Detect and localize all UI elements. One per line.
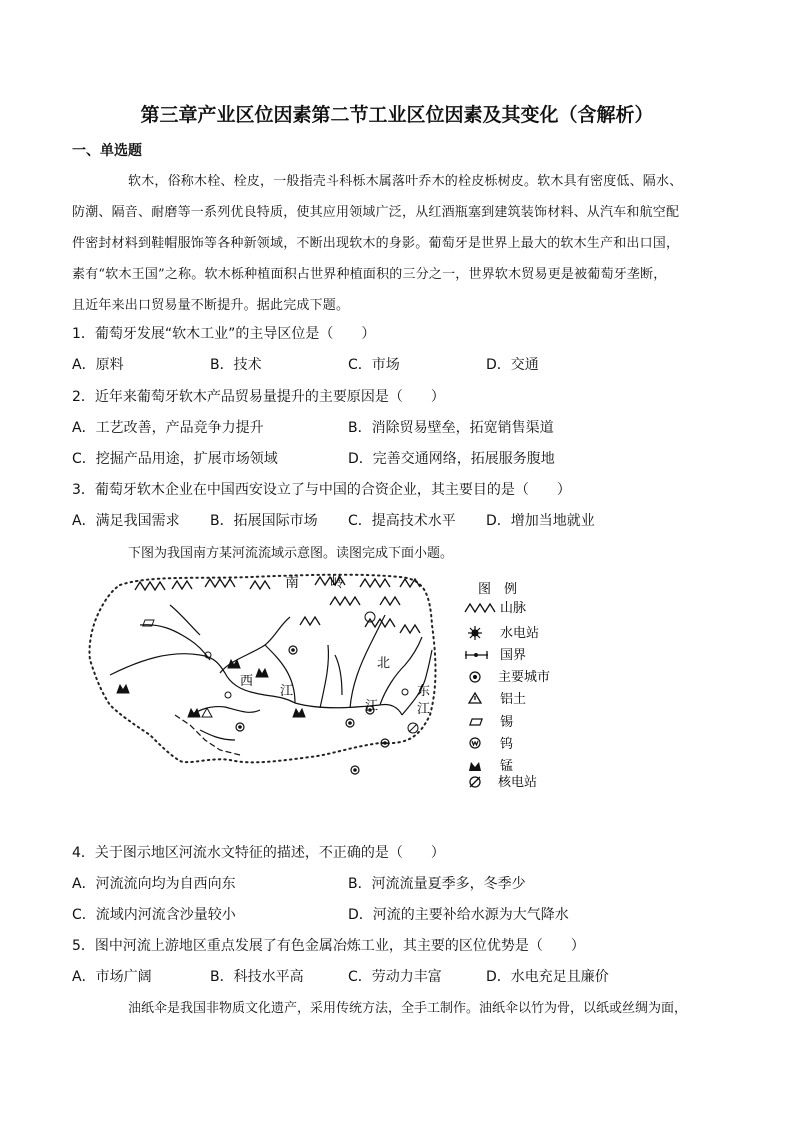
map-label: 西	[240, 674, 254, 689]
tungsten-icon	[470, 738, 480, 748]
mountain-range	[135, 577, 420, 633]
legend-title: 图 例	[478, 582, 518, 597]
river-basin-map	[80, 565, 570, 790]
svg-text:钨: 钨	[500, 737, 514, 752]
q4-option-a[interactable]: A．河流流向均为自西向东	[72, 876, 236, 892]
nuclear-icon	[470, 777, 480, 787]
svg-text:锡: 锡	[500, 715, 514, 730]
map-legend	[465, 582, 550, 790]
svg-text:山脉: 山脉	[500, 601, 527, 616]
svg-text:核电站: 核电站	[498, 775, 538, 790]
map-intro: 下图为我国南方某河流流域示意图。读图完成下面小题。	[128, 546, 454, 561]
page-title: 第三章产业区位因素第二节工业区位因素及其变化（含解析）	[140, 104, 654, 126]
manganese-icon	[469, 762, 481, 771]
city-icon	[470, 672, 480, 682]
q1-option-b[interactable]: B．技术	[210, 357, 262, 373]
q4-option-d[interactable]: D．河流的主要补给水源为大气降水	[348, 907, 569, 923]
q5-option-b[interactable]: B．科技水平高	[210, 969, 304, 985]
passage-line: 软木，俗称木栓、栓皮，一般指壳斗科栎木属落叶乔木的栓皮栎树皮。软木具有密度低、隔水、	[128, 174, 683, 189]
hydropower-icon	[468, 626, 482, 640]
passage-line: 且近年来出口贸易量不断提升。据此完成下题。	[72, 298, 350, 313]
map-label: 江	[280, 684, 294, 699]
q2-option-b[interactable]: B．消除贸易壁垒，拓宽销售渠道	[348, 420, 554, 436]
tin-icon	[470, 719, 482, 725]
question-5: 5．图中河流上游地区重点发展了有色金属冶炼工业，其主要的区位优势是（ ）	[72, 938, 585, 954]
question-2: 2．近年来葡萄牙软木产品贸易量提升的主要原因是（ ）	[72, 389, 445, 405]
q4-option-b[interactable]: B．河流流量夏季多，冬季少	[348, 876, 526, 892]
svg-text:铝土: 铝土	[500, 692, 527, 707]
q1-option-c[interactable]: C．市场	[348, 357, 400, 373]
resource-symbols	[80, 612, 418, 733]
border-icon	[465, 651, 488, 659]
question-3: 3．葡萄牙软木企业在中国西安设立了与中国的合资企业，其主要目的是（ ）	[72, 482, 571, 498]
q2-option-d[interactable]: D．完善交通网络，拓展服务腹地	[348, 451, 555, 467]
map-label: 江	[417, 702, 431, 717]
passage-line: 素有“软木王国”之称。软木栎种植面积占世界种植面积的三分之一，世界软木贸易更是被葡萄牙垄断，	[72, 267, 667, 282]
map-label: 北	[377, 656, 391, 671]
q3-option-d[interactable]: D．增加当地就业	[486, 513, 595, 529]
q3-option-c[interactable]: C．提高技术水平	[348, 513, 456, 529]
q1-option-d[interactable]: D．交通	[486, 357, 539, 373]
bauxite-icon	[469, 693, 481, 703]
passage-line: 件密封材料到鞋帽服饰等各种新领域，不断出现软木的身影。葡萄牙是世界上最大的软木生产和出口国，	[72, 236, 680, 251]
svg-text:水电站: 水电站	[500, 626, 540, 641]
svg-text:国界: 国界	[500, 648, 527, 663]
section-heading: 一、单选题	[72, 143, 142, 159]
question-4: 4．关于图示地区河流水文特征的描述，不正确的是（ ）	[72, 845, 445, 861]
q2-option-c[interactable]: C．挖掘产品用途，扩展市场领域	[72, 451, 278, 467]
passage-2-line: 油纸伞是我国非物质文化遗产，采用传统方法，全手工制作。油纸伞以竹为骨，以纸或丝绸为面，	[128, 1001, 688, 1016]
q3-option-a[interactable]: A．满足我国需求	[72, 513, 180, 529]
map-label: 岭	[330, 575, 344, 591]
national-border	[175, 715, 240, 755]
svg-text:锰: 锰	[500, 759, 514, 774]
svg-text:主要城市: 主要城市	[498, 670, 551, 685]
mountain-icon	[465, 604, 495, 612]
question-1: 1．葡萄牙发展“软木工业”的主导区位是（ ）	[72, 326, 376, 342]
q5-option-c[interactable]: C．劳动力丰富	[348, 969, 442, 985]
map-label: 东	[417, 684, 431, 699]
passage-line: 防潮、隔音、耐磨等一系列优良特质，使其应用领域广泛，从红酒瓶塞到建筑装饰材料、从汽车和航空配	[72, 205, 680, 220]
q2-option-a[interactable]: A．工艺改善，产品竞争力提升	[72, 420, 264, 436]
map-label: 江	[365, 699, 379, 714]
q1-option-a[interactable]: A．原料	[72, 357, 124, 373]
map-label: 南	[285, 575, 299, 591]
q3-option-b[interactable]: B．拓展国际市场	[210, 513, 318, 529]
q4-option-c[interactable]: C．流域内河流含沙量较小	[72, 907, 236, 923]
q5-option-d[interactable]: D．水电充足且廉价	[486, 969, 609, 985]
q5-option-a[interactable]: A．市场广阔	[72, 969, 152, 985]
